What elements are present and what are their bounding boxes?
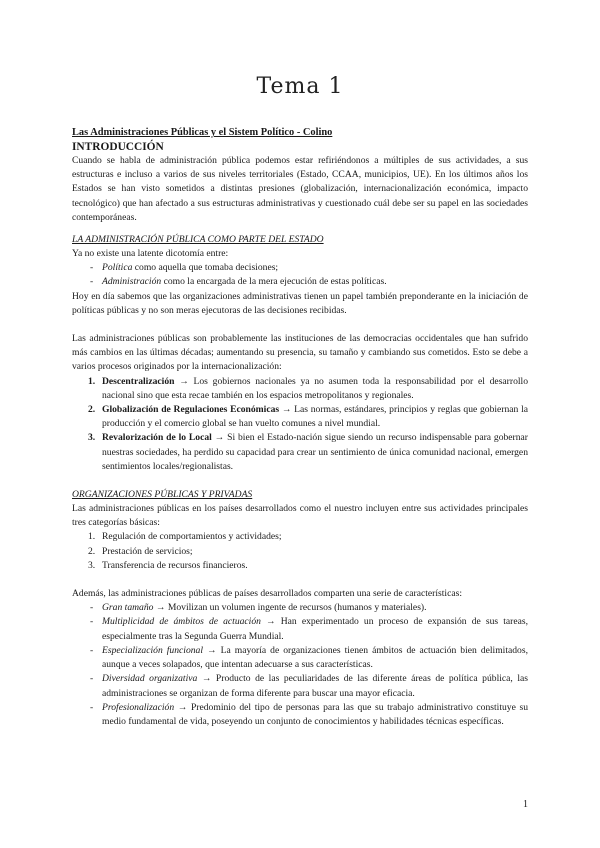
section1-lead: Ya no existe una latente dicotomía entre: bbox=[72, 248, 229, 260]
item-number: 2. bbox=[88, 404, 96, 416]
item-term: Revalorización de lo Local bbox=[102, 432, 212, 444]
item-text: → Predominio del tipo de personas para las que su trabajo administrativo constituye su medio fundamental de vida, poseyendo un conjunto de conocimientos y habilidades técnicas específicas. bbox=[102, 701, 528, 727]
item-number: 1. bbox=[88, 375, 96, 387]
item-term: Diversidad organizativa bbox=[102, 673, 198, 685]
item-text: → Han experimentado un proceso de expansión de sus tareas, especialmente tras la Segunda Guerra Mundial. bbox=[102, 616, 528, 642]
item-term: Descentralización bbox=[102, 375, 175, 387]
item-number: 1. bbox=[88, 531, 96, 543]
feature-item bbox=[72, 644, 528, 672]
page-number: 1 bbox=[523, 799, 528, 810]
item-text: → Producto de las peculiaridades de las diferente áreas de política pública, las administraciones se organizan de forma diferente para buscar una mayor eficacia. bbox=[102, 673, 528, 699]
item-term: Profesionalización bbox=[102, 701, 175, 713]
category-item bbox=[72, 545, 528, 559]
process-item bbox=[72, 431, 528, 474]
item-term: Administración bbox=[102, 276, 162, 288]
category-item bbox=[72, 530, 528, 544]
intro-heading: INTRODUCCIÓN bbox=[72, 141, 164, 153]
item-text: como la encargada de la mera ejecución de estas políticas. bbox=[161, 276, 387, 288]
process-item bbox=[72, 375, 528, 403]
item-text: como aquella que tomaba decisiones; bbox=[132, 262, 279, 274]
item-term: Gran tamaño bbox=[102, 602, 154, 614]
document-title: Tema 1 bbox=[256, 74, 344, 99]
item-text: → Movilizan un volumen ingente de recursos (humanos y materiales). bbox=[153, 602, 427, 614]
list-item bbox=[72, 261, 528, 275]
intro-paragraph: Cuando se habla de administración pública podemos estar refiriéndonos a múltiples de sus actividades, a sus estructuras e incluso a varios de sus niveles territoriales (Estado, CCAA, municipios, UE). En los últimos años los Estados se han visto sometidos a distintas presiones (globalización, internacionalización económica, impacto tecnológico) que han afectado a sus estructuras administrativas y cuestionado cuál debe ser su papel en las sociedades contemporáneas. bbox=[72, 155, 528, 223]
list-item bbox=[72, 275, 528, 289]
item-term: Globalización de Regulaciones Económicas bbox=[102, 404, 280, 416]
item-term: Política bbox=[102, 262, 133, 274]
item-text: Transferencia de recursos financieros. bbox=[102, 559, 248, 571]
category-item bbox=[72, 559, 528, 573]
feature-item bbox=[72, 601, 528, 615]
item-text: → Si bien el Estado-nación sigue siendo un recurso indispensable para gobernar nuestras sociedades, ha perdido su capacidad para crear un sentimiento de única comunidad nacional, emergen sentimientos locales/regionalistas. bbox=[102, 432, 528, 472]
item-text: Regulación de comportamientos y actividades; bbox=[102, 531, 282, 543]
main-heading: Las Administraciones Públicas y el Sistem Político - Colino bbox=[72, 127, 333, 138]
item-number: 2. bbox=[88, 545, 96, 557]
item-number: 3. bbox=[88, 432, 96, 444]
process-item bbox=[72, 403, 528, 431]
feature-item bbox=[72, 672, 528, 700]
item-text: → La mayoría de organizaciones tienen ámbitos de actuación bien delimitados, aunque a veces solapados, que intentan adecuarse a sus características. bbox=[102, 644, 528, 671]
feature-item bbox=[72, 701, 528, 729]
section1-heading: LA ADMINISTRACIÓN PÚBLICA COMO PARTE DEL ESTADO bbox=[72, 234, 324, 246]
item-term: Especialización funcional bbox=[102, 644, 203, 656]
section1-after: Hoy en día sabemos que las organizaciones administrativas tienen un papel también preponderante en la iniciación de políticas públicas y no son meras ejecutoras de las decisiones recibidas. bbox=[72, 290, 528, 316]
item-text: → Las normas, estándares, principios y reglas que gobiernan la producción y el comercio global se han vuelto comunes a nivel mundial. bbox=[102, 404, 528, 430]
item-text: → Los gobiernos nacionales ya no asumen toda la responsabilidad por el desarrollo nacional sino que esta recae también en los espacios metropolitanos y regionales. bbox=[102, 375, 528, 401]
item-term: Multiplicidad de ámbitos de actuación bbox=[102, 616, 261, 628]
feature-item bbox=[72, 615, 528, 643]
section2-heading: ORGANIZACIONES PÚBLICAS Y PRIVADAS bbox=[72, 489, 253, 501]
section2-lead: Las administraciones públicas en los países desarrollados como el nuestro incluyen entre sus actividades principales tres categorías básicas: bbox=[72, 503, 528, 529]
section2-lead2: Además, las administraciones públicas de países desarrollados comparten una serie de características: bbox=[72, 588, 462, 600]
section1-para2: Las administraciones públicas son probablemente las instituciones de las democracias occidentales que han sufrido más cambios en las últimas décadas; aumentando su presencia, su tamaño y cambiando sus cometidos. Esto se debe a varios procesos originados por la internacionalización: bbox=[72, 333, 528, 373]
item-text: Prestación de servicios; bbox=[102, 545, 193, 557]
item-number: 3. bbox=[88, 559, 96, 571]
